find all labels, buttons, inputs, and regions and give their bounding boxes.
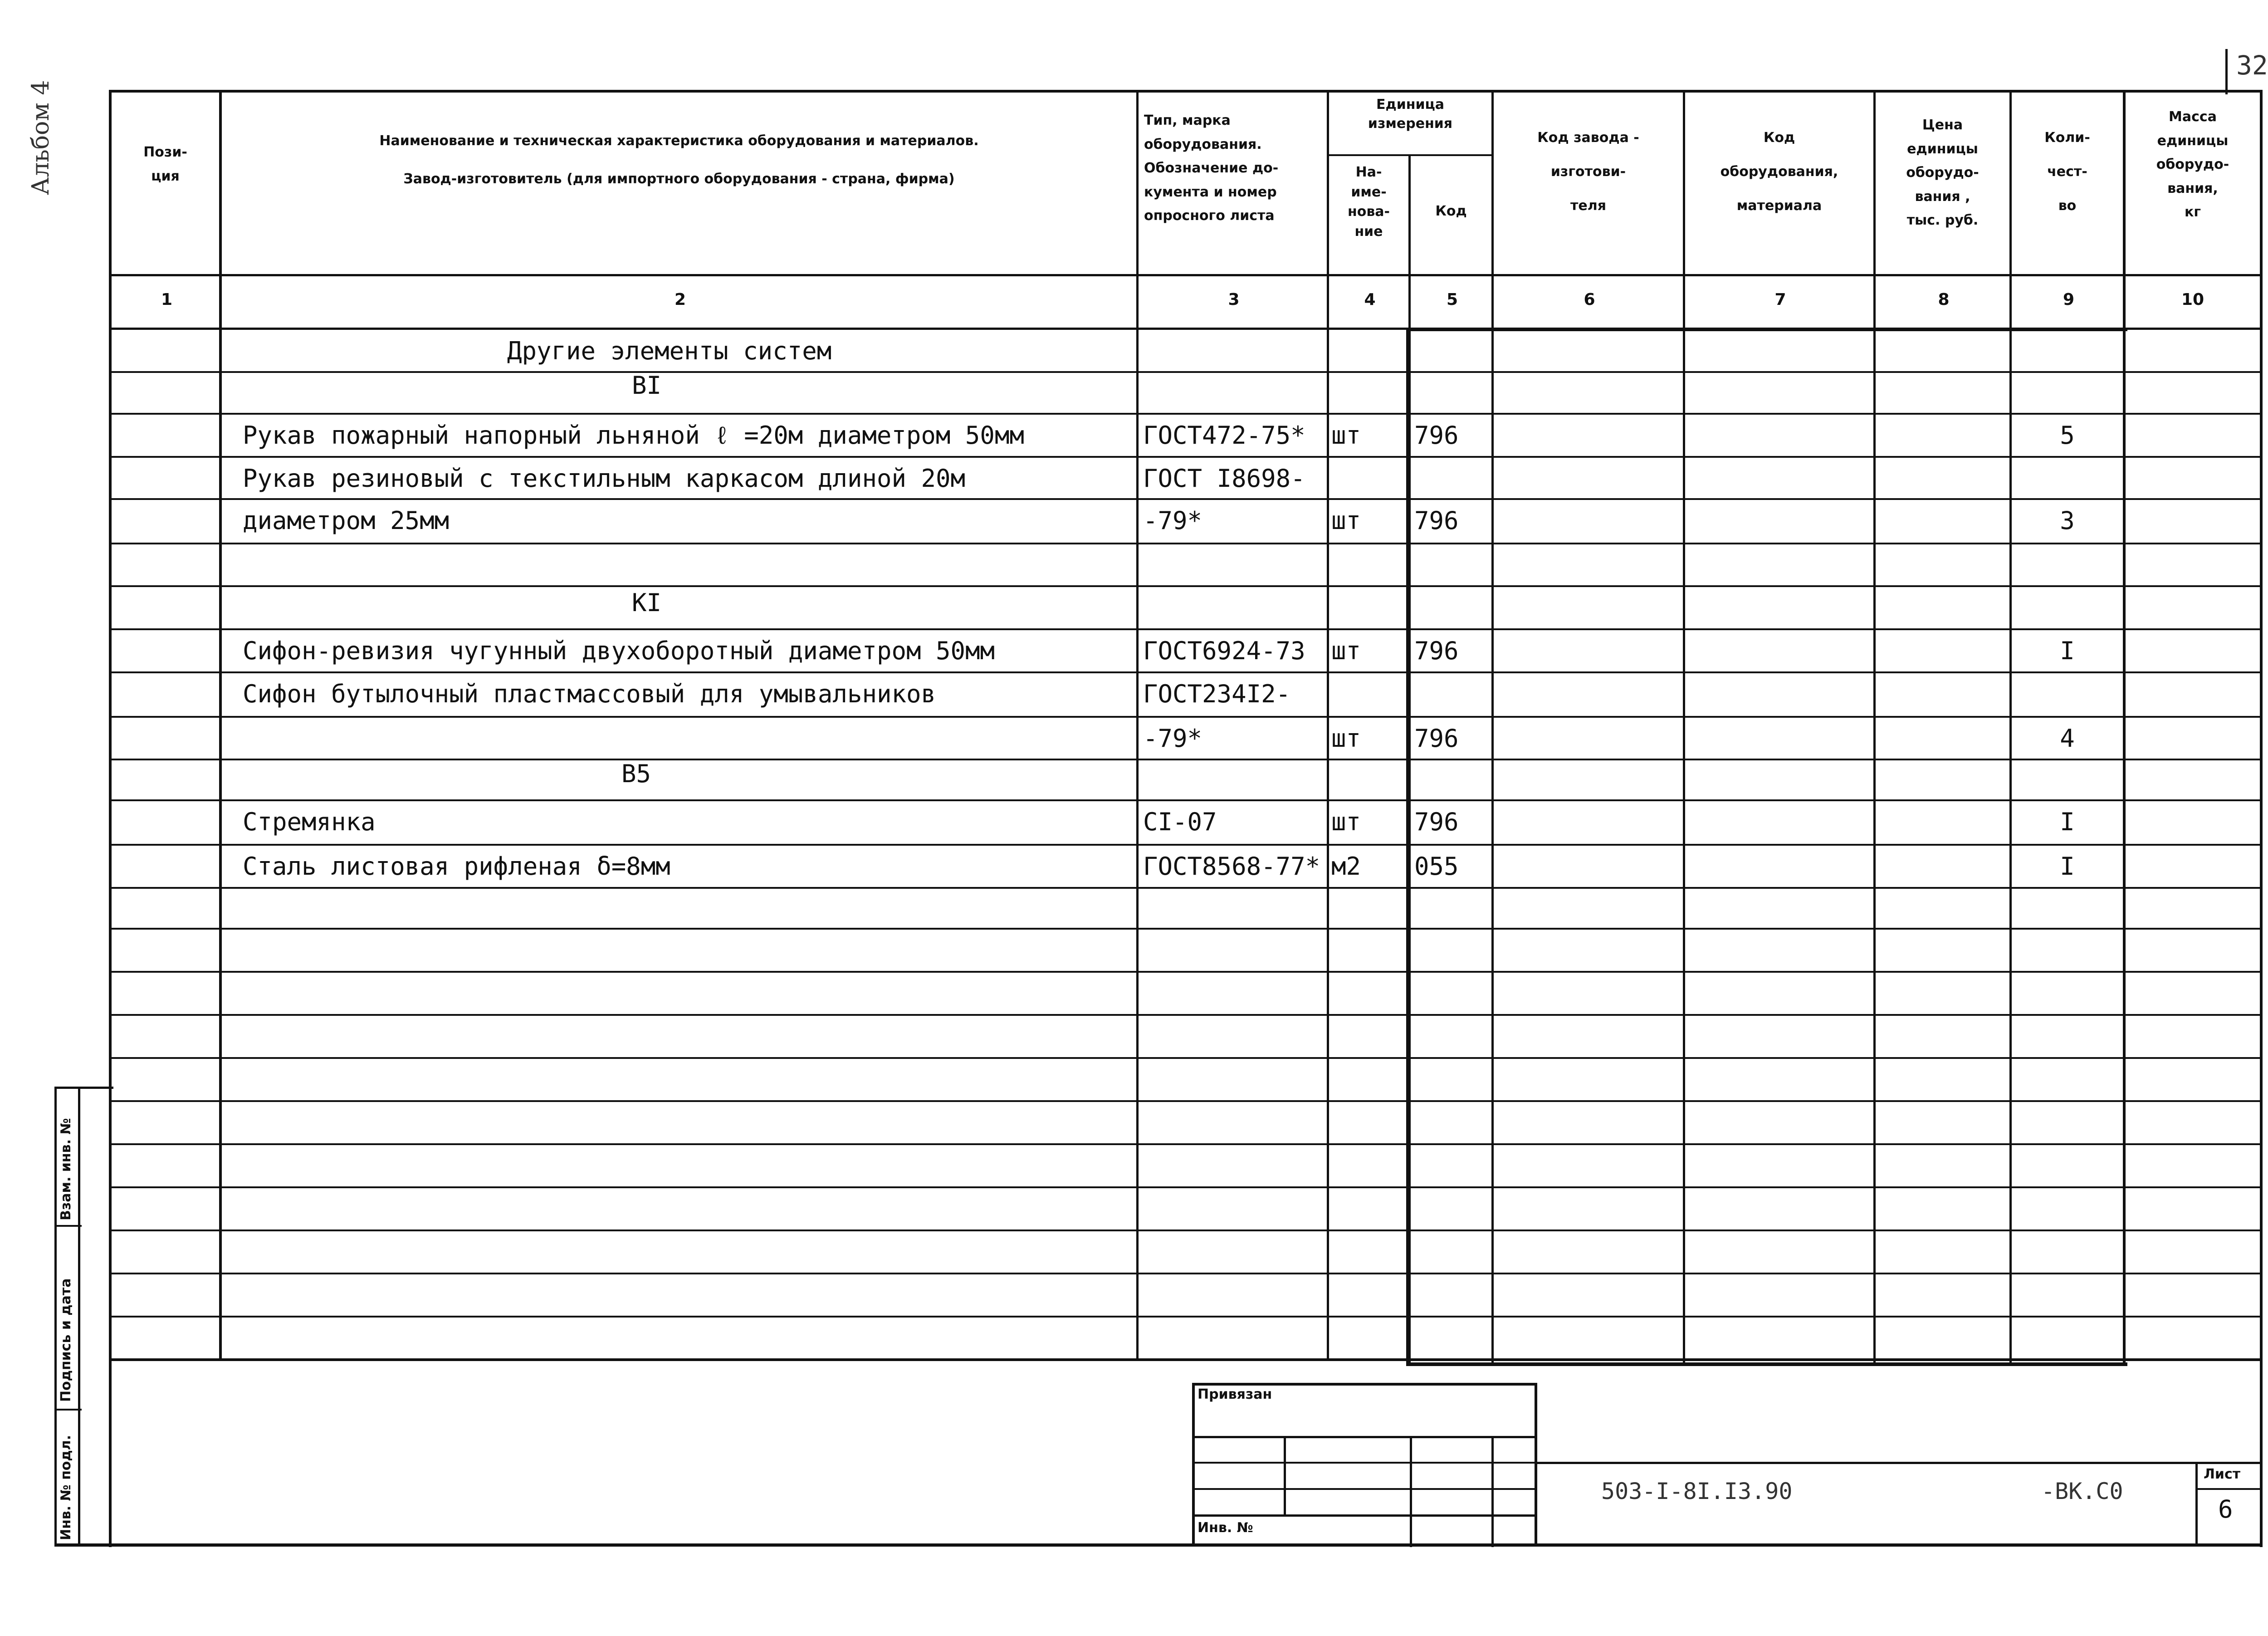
header-plant-code: Код завода - изготови- теля (1537, 130, 1639, 214)
header-equipment-code: Код оборудования, материала (1720, 130, 1838, 214)
row-divider (112, 1273, 2263, 1274)
row-divider (112, 1100, 2263, 1102)
column-number-8: 8 (1938, 290, 1950, 309)
row-doc: -79* (1143, 724, 1202, 753)
column-number-1: 1 (161, 290, 173, 309)
row-unit: шт (1331, 506, 1361, 535)
row-unit: шт (1331, 637, 1361, 665)
row-unit: м2 (1331, 852, 1361, 881)
header-name: Наименование и техническая характеристика оборудования и материалов. Завод-изготовитель (для импортного оборудования - страна, фирма) (379, 133, 979, 187)
row-divider (112, 1143, 2263, 1145)
album-label-text: Альбом 4 (27, 80, 54, 195)
header-unit-name: На- име- нова- ние (1347, 164, 1390, 240)
row-divider (112, 628, 2263, 630)
header-price: Цена единицы оборудо- вания , тыс. руб. (1906, 117, 1979, 228)
side-label-vzam-text: Взам. инв. № (58, 1118, 74, 1220)
row-divider (112, 799, 2263, 801)
row-divider (112, 371, 2263, 373)
column-number-3: 3 (1228, 290, 1240, 309)
row-divider (112, 1316, 2263, 1318)
section-title-b1: BI (632, 371, 662, 400)
row-code: 055 (1414, 852, 1459, 881)
header-unit-code: Код (1435, 203, 1467, 219)
row-divider (112, 1229, 2263, 1231)
page-number: 32 (2236, 50, 2268, 81)
row-divider (112, 671, 2263, 673)
header-mass: Масса единицы оборудо- вания, кг (2156, 109, 2229, 220)
header-unit: Единица измерения (1368, 97, 1453, 132)
row-divider (112, 413, 2263, 415)
section-title-k1: KI (632, 588, 662, 617)
row-divider (112, 759, 2263, 760)
row-name: Сталь листовая рифленая δ=8мм (243, 852, 670, 881)
sheet-label: Лист (2204, 1466, 2241, 1482)
column-number-4: 4 (1364, 290, 1376, 309)
album-label (27, 32, 59, 195)
row-unit: шт (1331, 421, 1361, 450)
row-divider (112, 543, 2263, 544)
row-unit: шт (1331, 808, 1361, 836)
row-divider (112, 1186, 2263, 1188)
side-label-inv-no (58, 1409, 74, 1540)
side-label-vzam (58, 1089, 74, 1220)
row-divider (112, 844, 2263, 846)
column-number-6: 6 (1584, 290, 1595, 309)
row-doc: CI-07 (1143, 808, 1217, 836)
row-quantity: I (2060, 852, 2075, 881)
row-name: Рукав пожарный напорный льняной ℓ =20м диаметром 50мм (243, 421, 1024, 450)
header-quantity: Коли- чест- во (2044, 130, 2090, 214)
row-divider (112, 928, 2263, 930)
row-divider (112, 887, 2263, 889)
side-label-inv-no-text: Инв. № подл. (58, 1435, 74, 1540)
document-suffix: -BK.C0 (2041, 1478, 2123, 1504)
row-quantity: 5 (2060, 421, 2075, 450)
row-quantity: I (2060, 637, 2075, 665)
side-label-sign-date-text: Подпись и дата (58, 1278, 74, 1402)
row-name: Стремянка (243, 808, 376, 836)
row-divider (112, 456, 2263, 458)
row-quantity: 4 (2060, 724, 2075, 753)
row-divider (112, 1014, 2263, 1016)
row-doc: ГОСТ8568-77* (1143, 852, 1320, 881)
row-name: Рукав резиновый с текстильным каркасом длиной 20м (243, 464, 966, 493)
stamp-privyazan: Привязан (1198, 1386, 1272, 1402)
section-title-b5: B5 (621, 759, 651, 788)
row-unit: шт (1331, 724, 1361, 753)
row-code: 796 (1414, 724, 1459, 753)
row-code: 796 (1414, 637, 1459, 665)
column-number-5: 5 (1446, 290, 1458, 309)
row-divider (112, 585, 2263, 587)
page-number-divider (2225, 49, 2228, 94)
row-name: Сифон-ревизия чугунный двухоборотный диаметром 50мм (243, 637, 995, 665)
header-type: Тип, марка оборудования. Обозначение до- кумента и номер опросного листа (1144, 113, 1279, 224)
row-doc: ГОСТ472-75* (1143, 421, 1305, 450)
row-name: диаметром 25мм (243, 506, 450, 535)
row-doc: ГОСТ234I2- (1143, 680, 1291, 708)
row-divider (112, 498, 2263, 500)
column-number-9: 9 (2063, 290, 2075, 309)
row-quantity: I (2060, 808, 2075, 836)
document-code: 503-I-8I.I3.90 (1601, 1478, 1793, 1504)
row-divider (112, 971, 2263, 973)
column-number-7: 7 (1774, 290, 1786, 309)
row-code: 796 (1414, 808, 1459, 836)
sheet-number: 6 (2218, 1495, 2233, 1523)
bold-box-top (1406, 328, 2127, 331)
header-position: Пози- ция (143, 144, 187, 184)
row-name: Сифон бутылочный пластмассовый для умывальников (243, 680, 936, 708)
stamp-inv: Инв. № (1198, 1520, 1253, 1536)
side-label-sign-date (58, 1229, 74, 1402)
column-number-2: 2 (674, 290, 686, 309)
column-number-10: 10 (2181, 290, 2204, 309)
row-doc: ГОСТ6924-73 (1143, 637, 1305, 665)
row-doc: -79* (1143, 506, 1202, 535)
row-code: 796 (1414, 421, 1459, 450)
section-title-other: Другие элементы систем (507, 337, 832, 365)
row-divider (112, 716, 2263, 718)
row-code: 796 (1414, 506, 1459, 535)
row-doc: ГОСТ I8698- (1143, 464, 1305, 493)
row-divider (112, 1057, 2263, 1059)
row-quantity: 3 (2060, 506, 2075, 535)
